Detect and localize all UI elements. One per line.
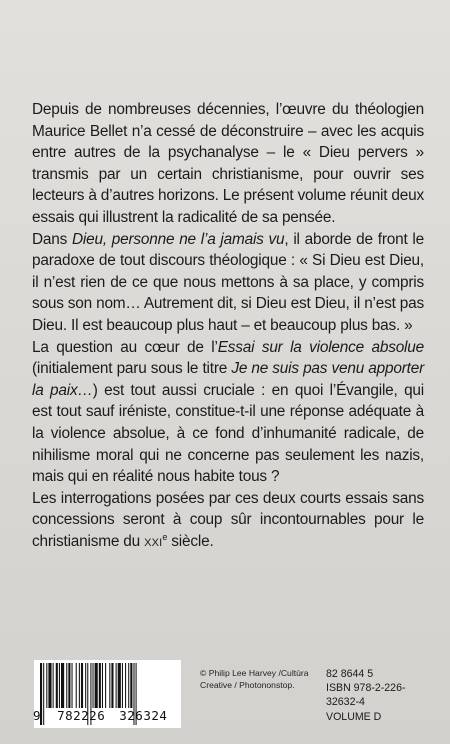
century-superscript: e	[162, 531, 168, 542]
barcode-bar	[56, 663, 58, 708]
barcode-bar	[111, 663, 113, 708]
barcode-bar	[99, 663, 101, 708]
p1-text: Depuis de nombreuses décennies, l’œuvre du théologien Maurice Bellet n’a cessé de déconstruire – avec les acquis entre autres de la psychanalyse – le « Dieu pervers » transmis par un certain christianisme, pour ouvrir ses lecteurs à d’autres horizons. Le présent volume réunit deux essais qui illustrent la radicalité de sa pensée.	[32, 101, 425, 226]
paragraph-2	[32, 229, 424, 337]
book-title-dieu: Dieu, personne ne l’a jamais vu	[71, 230, 285, 248]
barcode-bar	[93, 663, 94, 708]
barcode-bar	[72, 663, 73, 708]
p4-text-a: Les interrogations posées par ces deux courts essais sans concessions seront à coup sûr incontournables pour le christianisme du	[32, 489, 424, 550]
barcode-bar	[59, 663, 60, 708]
barcode-bar	[102, 663, 103, 708]
barcode-bar	[130, 663, 132, 708]
barcode-bar	[116, 663, 117, 708]
barcode-bar	[68, 663, 70, 708]
volume-label: VOLUME D	[326, 710, 382, 723]
barcode-digits-right: 326324	[119, 708, 168, 723]
barcode-digit-first: 9	[33, 708, 42, 723]
p3-text-b: (initialement paru sous le titre	[32, 360, 232, 378]
paragraph-4	[32, 488, 424, 555]
barcode-bar	[61, 663, 64, 708]
p2-text-b: , il aborde de front le paradoxe de tout discours théologique : « Si Dieu est Dieu, il n’est rien de ce que nous mettons à sa place, y compris sous son nom… Autrement dit, si Dieu est Dieu, il n’est pas Dieu. Il est beaucoup plus haut – et beaucoup plus bas. »	[32, 230, 424, 334]
barcode-bar	[95, 663, 98, 708]
barcode-bar	[66, 663, 67, 708]
barcode-bar	[122, 663, 123, 708]
book-title-paix: Je ne suis pas venu apporter la paix…	[32, 360, 424, 399]
p3-text-a: La question au cœur de l’	[32, 338, 218, 356]
photo-credit	[200, 668, 340, 691]
paragraph-3	[32, 337, 424, 488]
p4-text-b: siècle.	[167, 532, 214, 550]
barcode-bar	[105, 663, 106, 708]
barcode-bar	[128, 663, 129, 708]
barcode-digits	[33, 708, 183, 723]
barcode-bar	[85, 663, 86, 708]
barcode-bar	[109, 663, 110, 708]
barcode-bar	[81, 663, 83, 708]
barcode-bar	[118, 663, 121, 708]
barcode-bar	[48, 663, 51, 708]
book-title-essai: Essai sur la violence absolue	[217, 338, 424, 356]
product-code: 82 8644 5	[326, 668, 374, 680]
barcode-bar	[125, 663, 126, 708]
isbn-number: ISBN 978-2-226-32632-4	[326, 682, 406, 709]
blurb	[32, 99, 424, 554]
credit-line-2: Creative / Photononstop.	[200, 679, 295, 690]
paragraph-1	[32, 99, 424, 229]
barcode-bar	[76, 663, 77, 708]
barcode-bar	[79, 663, 80, 708]
century-numeral: XXI	[144, 536, 163, 549]
isbn-block	[326, 667, 436, 724]
p3-text-c: ) est tout aussi cruciale : en quoi l’Évangile, qui est tout sauf iréniste, constitue-t-il une réponse adéquate à la violence absolue, à ce fond d’inhumanité radicale, de nihilisme moral qui ne concerne pas seulement les nazis, mais qui en réalité nous habite tous ?	[32, 381, 425, 486]
barcode-digits-left: 782226	[57, 708, 106, 723]
barcode-bar	[46, 663, 47, 708]
p2-text-a: Dans	[32, 230, 72, 248]
barcode-bar	[53, 663, 54, 708]
credit-line-1: © Philip Lee Harvey /Cultùra	[200, 668, 309, 678]
